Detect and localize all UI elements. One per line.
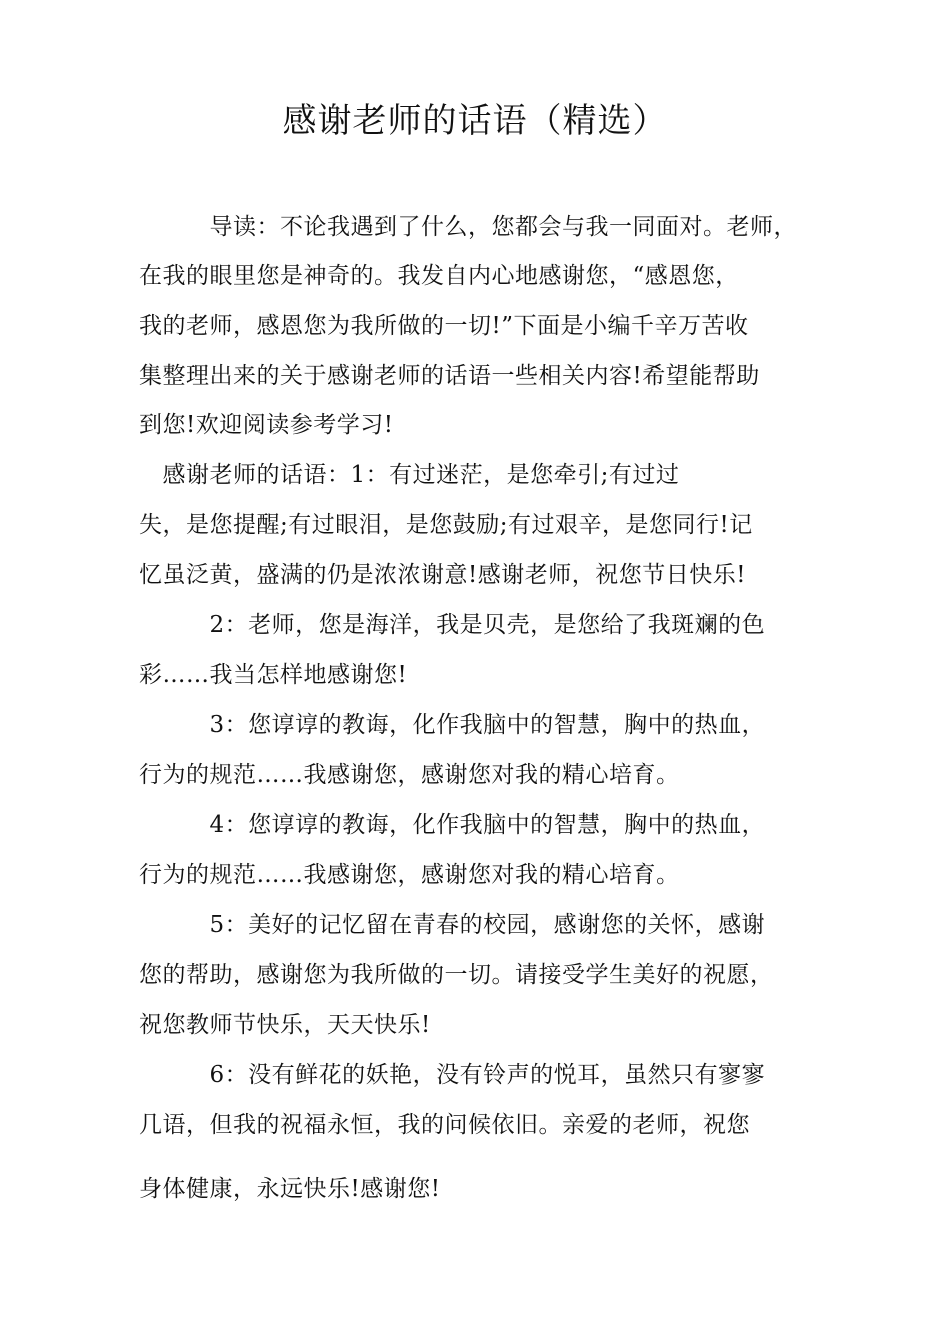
- paragraph-line: 祝您教师节快乐，天天快乐!: [139, 1012, 431, 1038]
- paragraph-line: 3：您谆谆的教诲，化作我脑中的智慧，胸中的热血，: [139, 712, 766, 738]
- paragraph-line: 忆虽泛黄，盛满的仍是浓浓谢意!感谢老师，祝您节日快乐!: [139, 562, 746, 588]
- paragraph-line: 感谢老师的话语：1：有过迷茫，是您牵引;有过过: [139, 462, 680, 488]
- paragraph-line: 到您!欢迎阅读参考学习!: [139, 412, 394, 438]
- document-title: 感谢老师的话语（精选）: [282, 101, 668, 141]
- paragraph-line: 身体健康，永远快乐!感谢您!: [139, 1176, 441, 1202]
- paragraph-line: 行为的规范……我感谢您，感谢您对我的精心培育。: [139, 762, 680, 788]
- paragraph-line: 4：您谆谆的教诲，化作我脑中的智慧，胸中的热血，: [139, 812, 766, 838]
- paragraph-line: 在我的眼里您是神奇的。我发自内心地感谢您，“感恩您，: [139, 263, 739, 289]
- paragraph-line: 6：没有鲜花的妖艳，没有铃声的悦耳，虽然只有寥寥: [139, 1062, 766, 1088]
- paragraph-line: 2：老师，您是海洋，我是贝壳，是您给了我斑斓的色: [139, 612, 766, 638]
- paragraph-line: 失，是您提醒;有过眼泪，是您鼓励;有过艰辛，是您同行!记: [139, 512, 753, 538]
- paragraph-line: 5：美好的记忆留在青春的校园，感谢您的关怀，感谢: [139, 912, 766, 938]
- paragraph-line: 行为的规范……我感谢您，感谢您对我的精心培育。: [139, 862, 680, 888]
- paragraph-line: 集整理出来的关于感谢老师的话语一些相关内容!希望能帮助: [139, 363, 760, 389]
- paragraph-line: 几语，但我的祝福永恒，我的问候依旧。亲爱的老师，祝您: [139, 1112, 750, 1138]
- paragraph-line: 导读：不论我遇到了什么，您都会与我一同面对。老师，: [139, 214, 797, 240]
- paragraph-line: 您的帮助，感谢您为我所做的一切。请接受学生美好的祝愿，: [139, 962, 774, 988]
- paragraph-line: 我的老师，感恩您为我所做的一切!”下面是小编千辛万苦收: [139, 313, 749, 339]
- paragraph-line: 彩……我当怎样地感谢您!: [139, 662, 408, 688]
